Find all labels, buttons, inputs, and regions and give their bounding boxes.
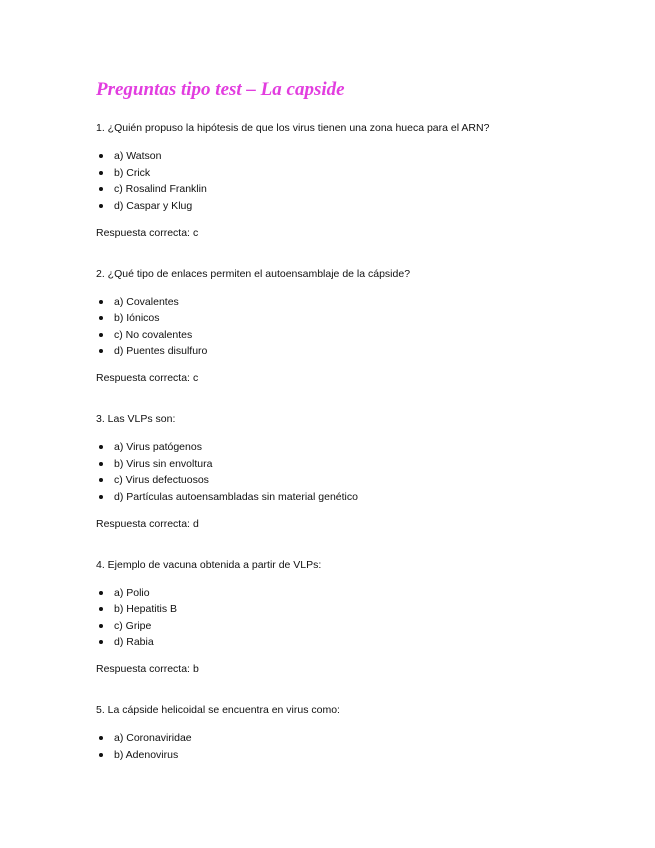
option-text: d) Rabia <box>114 636 154 648</box>
bullet-icon <box>99 495 103 499</box>
option-text: c) Rosalind Franklin <box>114 183 207 195</box>
bullet-icon <box>99 736 103 740</box>
question-text: 5. La cápside helicoidal se encuentra en virus como: <box>96 704 340 716</box>
question-block-3 <box>96 411 655 532</box>
bullet-icon <box>99 349 103 353</box>
option-text: c) Gripe <box>114 619 152 632</box>
option-item <box>114 730 655 747</box>
option-text: c) Virus defectuosos <box>114 474 209 486</box>
bullet-icon <box>99 445 103 449</box>
option-item <box>114 472 655 489</box>
option-item <box>114 585 655 602</box>
option-list <box>96 148 655 214</box>
option-text: b) Virus sin envoltura <box>114 457 213 470</box>
option-text: b) Hepatitis B <box>114 603 178 615</box>
option-text: c) No covalentes <box>114 328 193 341</box>
option-item <box>114 327 655 344</box>
correct-answer <box>96 370 655 387</box>
option-item <box>114 439 655 456</box>
bullet-icon <box>99 333 103 337</box>
option-item <box>114 456 655 473</box>
option-item <box>114 310 655 327</box>
bullet-icon <box>99 154 103 158</box>
option-item <box>114 489 655 506</box>
option-item <box>114 618 655 635</box>
option-text: b) Crick <box>114 166 151 179</box>
question-text: 4. Ejemplo de vacuna obtenida a partir de VLPs: <box>96 558 322 571</box>
answer-label: Respuesta correcta: <box>96 517 190 530</box>
answer-value: c <box>192 372 199 384</box>
option-text: b) Iónicos <box>114 312 160 324</box>
question-text: 3. Las VLPs son: <box>96 413 176 425</box>
option-text: d) Caspar y Klug <box>114 199 193 212</box>
option-text: d) Partículas autoensambladas sin material genético <box>114 490 358 503</box>
answer-label: Respuesta correcta: <box>96 226 190 239</box>
option-text: d) Puentes disulfuro <box>114 345 208 357</box>
option-text: a) Coronaviridae <box>114 732 192 744</box>
answer-value: d <box>192 517 199 530</box>
answer-label: Respuesta correcta: <box>96 372 190 384</box>
bullet-icon <box>99 316 103 320</box>
bullet-icon <box>99 478 103 482</box>
option-text: a) Virus patógenos <box>114 441 202 453</box>
option-item <box>114 181 655 198</box>
option-text: a) Watson <box>114 150 162 162</box>
option-text: b) Adenovirus <box>114 748 179 761</box>
bullet-icon <box>99 640 103 644</box>
option-item <box>114 747 655 764</box>
correct-answer <box>96 516 655 533</box>
bullet-icon <box>99 171 103 175</box>
bullet-icon <box>99 591 103 595</box>
option-text: a) Covalentes <box>114 295 179 308</box>
option-item <box>114 343 655 360</box>
option-item <box>114 294 655 311</box>
bullet-icon <box>99 462 103 466</box>
bullet-icon <box>99 753 103 757</box>
bullet-icon <box>99 204 103 208</box>
answer-value: b <box>192 663 199 675</box>
option-text: a) Polio <box>114 586 150 599</box>
option-item <box>114 165 655 182</box>
bullet-icon <box>99 300 103 304</box>
bullet-icon <box>99 187 103 191</box>
bullet-icon <box>99 624 103 628</box>
question-block-1 <box>96 120 655 241</box>
question-block-4 <box>96 557 655 678</box>
question-block-2 <box>96 266 655 387</box>
option-list <box>96 439 655 505</box>
page-title: Preguntas tipo test – La capside <box>96 79 345 100</box>
question-block-5 <box>96 702 655 763</box>
option-list <box>96 585 655 651</box>
option-item <box>114 198 655 215</box>
option-list <box>96 294 655 360</box>
option-item <box>114 601 655 618</box>
question-text: 1. ¿Quién propuso la hipótesis de que los virus tienen una zona hueca para el ARN? <box>96 122 490 134</box>
option-list <box>96 730 655 763</box>
question-text: 2. ¿Qué tipo de enlaces permiten el autoensamblaje de la cápside? <box>96 267 411 280</box>
answer-value: c <box>192 226 199 239</box>
answer-label: Respuesta correcta: <box>96 663 190 675</box>
option-item <box>114 148 655 165</box>
option-item <box>114 634 655 651</box>
bullet-icon <box>99 607 103 611</box>
correct-answer <box>96 661 655 678</box>
correct-answer <box>96 225 655 242</box>
